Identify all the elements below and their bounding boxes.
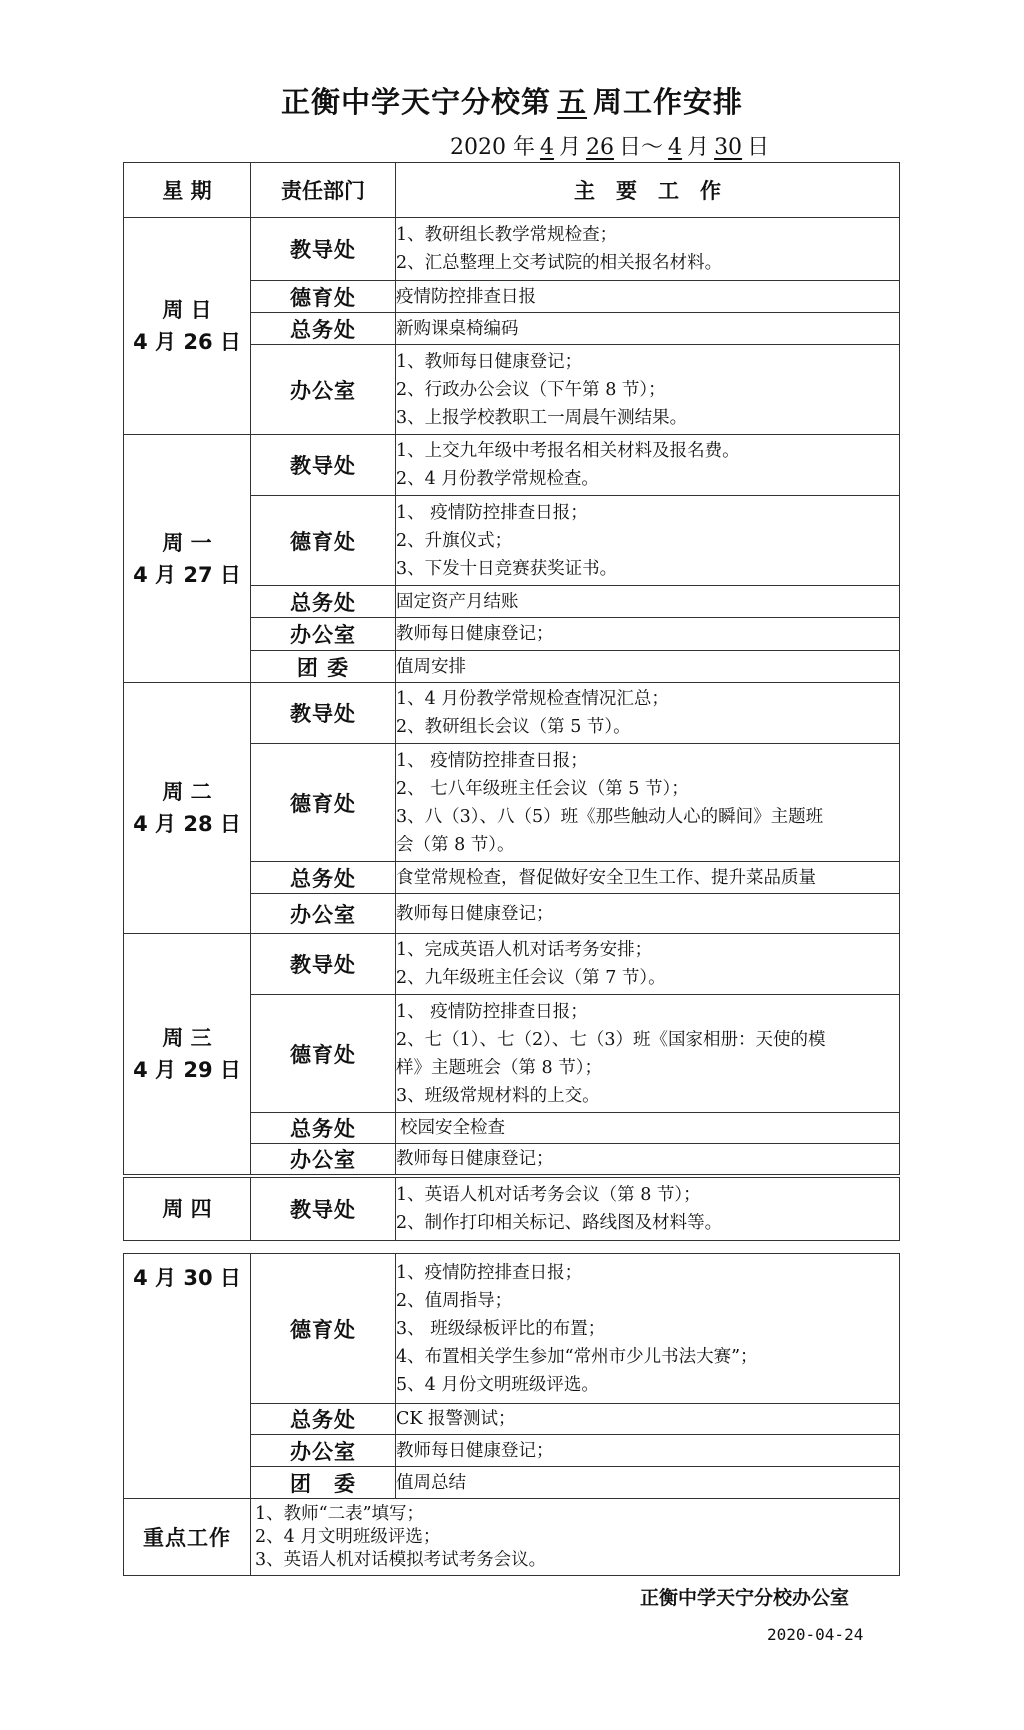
task-cell: [396, 496, 900, 586]
task-cell: [396, 281, 900, 313]
key-work-tasks: [251, 1499, 900, 1576]
task-line: 教师每日健康登记；: [396, 1440, 554, 1461]
task-line: 5、4 月份文明班级评选。: [396, 1374, 599, 1395]
footer-date: 2020-04-24: [767, 1625, 864, 1644]
task-cell: [396, 1113, 900, 1144]
task-line: 教师每日健康登记；: [396, 624, 554, 644]
task-cell: [396, 683, 900, 744]
task-line: 教师每日健康登记；: [396, 903, 554, 924]
date-range: [450, 130, 769, 161]
task-line: 固定资产月结账: [396, 591, 519, 612]
dept-cell: 办公室: [251, 1435, 396, 1467]
task-line: 1、上交九年级中考报名相关材料及报名费。: [396, 441, 740, 461]
dept-cell: 总务处: [251, 313, 396, 345]
day-date: 4 月 26 日: [133, 330, 241, 354]
dept-cell: 团 委: [251, 1467, 396, 1499]
task-line: 1、教研组长教学常规检查；: [396, 225, 618, 245]
task-line: 2、九年级班主任会议（第 7 节）。: [396, 968, 666, 988]
schedule-table-thu-part1: [123, 1177, 900, 1241]
task-cell: [396, 1254, 900, 1404]
key-work-label: 重点工作: [124, 1499, 251, 1576]
dept-cell: 办公室: [251, 618, 396, 651]
day-date: 4 月 28 日: [133, 812, 241, 836]
task-line: 2、4 月份教学常规检查。: [396, 469, 599, 489]
task-line: 值周安排: [396, 656, 466, 677]
dept-cell: 团 委: [251, 651, 396, 683]
dept-cell: 教导处: [251, 1178, 396, 1241]
task-cell: [396, 313, 900, 345]
start-day: 26: [586, 135, 615, 160]
task-cell: [396, 345, 900, 435]
task-line: 3、班级常规材料的上交。: [396, 1085, 600, 1106]
dept-cell: 德育处: [251, 744, 396, 862]
task-cell: [396, 651, 900, 683]
table-header-row: [124, 163, 900, 218]
title-suffix: 周工作安排: [593, 85, 744, 119]
dept-cell: 德育处: [251, 1254, 396, 1404]
day-cell-tue: [124, 683, 251, 934]
day-name: 周 二: [162, 780, 212, 804]
task-line: 1、教师“二表”填写；: [255, 1503, 425, 1524]
task-cell: [396, 1178, 900, 1241]
dept-cell: 教导处: [251, 934, 396, 995]
task-line: 4、布置相关学生参加“常州市少儿书法大赛”；: [396, 1346, 758, 1367]
page-title: [0, 80, 1024, 121]
task-cell: [396, 435, 900, 496]
dept-cell: 德育处: [251, 496, 396, 586]
col-header-weekday: 星 期: [124, 163, 251, 218]
task-line: 3、 班级绿板评比的布置；: [396, 1318, 606, 1339]
task-line: 校园安全检查: [400, 1118, 505, 1138]
task-line: 样》主题班会（第 8 节）；: [396, 1057, 603, 1078]
schedule-table: [123, 162, 900, 1175]
task-line: 教师每日健康登记；: [396, 1149, 554, 1169]
dept-cell: 总务处: [251, 862, 396, 894]
day-cell-mon: [124, 435, 251, 683]
dept-cell: 总务处: [251, 1113, 396, 1144]
task-line: 2、七（1）、七（2）、七（3）班《国家相册：天使的模: [396, 1029, 826, 1050]
table-row: [124, 1254, 900, 1404]
table-row: [124, 934, 900, 995]
task-line: 1、 疫情防控排查日报；: [396, 1001, 588, 1022]
dept-cell: 总务处: [251, 1404, 396, 1435]
table-row: [124, 1178, 900, 1241]
task-cell: [396, 1144, 900, 1175]
day-date: 4 月 27 日: [133, 562, 241, 587]
end-day: 30: [714, 135, 743, 160]
day-name: 周 日: [162, 298, 212, 322]
task-line: 3、下发十日竞赛获奖证书。: [396, 558, 618, 579]
task-line: 值周总结: [396, 1472, 466, 1493]
title-prefix: 正衡中学天宁分校第: [280, 85, 551, 119]
day-name: 周 三: [162, 1026, 212, 1050]
task-cell: [396, 744, 900, 862]
end-day-unit: 日: [747, 135, 770, 160]
table-row: [124, 683, 900, 744]
task-cell: [396, 862, 900, 894]
task-cell: [396, 1435, 900, 1467]
task-line: 1、 疫情防控排查日报；: [396, 750, 588, 771]
task-cell: [396, 1404, 900, 1435]
col-header-main-work: 主 要 工 作: [396, 163, 900, 218]
dept-cell: 办公室: [251, 1144, 396, 1175]
task-line: 1、4 月份教学常规检查情况汇总；: [396, 689, 669, 709]
task-cell: [396, 1467, 900, 1499]
table-row: [124, 218, 900, 281]
month-unit: 月: [559, 135, 582, 160]
dept-cell: 德育处: [251, 995, 396, 1113]
end-month-unit: 月: [687, 135, 710, 160]
year-unit: 年: [513, 135, 536, 160]
task-line: 3、英语人机对话模拟考试考务会议。: [255, 1549, 547, 1570]
task-line: 2、值周指导；: [396, 1290, 513, 1311]
task-cell: [396, 618, 900, 651]
dept-cell: 教导处: [251, 435, 396, 496]
week-number: 五: [556, 85, 587, 119]
task-line: 疫情防控排查日报: [396, 286, 536, 307]
dept-cell: 办公室: [251, 345, 396, 435]
task-line: CK 报警测试；: [396, 1409, 516, 1429]
dept-cell: 总务处: [251, 586, 396, 618]
task-line: 1、疫情防控排查日报；: [396, 1262, 583, 1283]
task-line: 会（第 8 节）。: [396, 834, 515, 855]
table-row: [124, 435, 900, 496]
task-line: 2、4 月文明班级评选；: [255, 1526, 441, 1547]
dept-cell: 德育处: [251, 281, 396, 313]
task-line: 1、英语人机对话考务会议（第 8 节）；: [396, 1185, 701, 1205]
task-line: 2、汇总整理上交考试院的相关报名材料。: [396, 253, 723, 273]
task-line: 2、行政办公会议（下午第 8 节）；: [396, 379, 666, 400]
task-cell: [396, 218, 900, 281]
task-line: 2、制作打印相关标记、路线图及材料等。: [396, 1213, 723, 1233]
year: 2020: [450, 135, 506, 160]
end-month: 4: [668, 135, 683, 160]
day-name-thu: 周 四: [124, 1178, 251, 1241]
day-date: 4 月 29 日: [133, 1058, 241, 1082]
start-month: 4: [540, 135, 555, 160]
task-line: 1、 疫情防控排查日报；: [396, 502, 588, 523]
day-date-thu: 4 月 30 日: [124, 1254, 251, 1499]
task-line: 食堂常规检查，督促做好安全卫生工作、提升菜品质量: [396, 867, 816, 888]
day-cell-sun: [124, 218, 251, 435]
day-name: 周 一: [162, 530, 212, 555]
task-line: 1、完成英语人机对话考务安排；: [396, 940, 653, 960]
task-cell: [396, 586, 900, 618]
task-line: 新购课桌椅编码: [396, 318, 519, 339]
task-cell: [396, 894, 900, 934]
task-line: 1、教师每日健康登记；: [396, 351, 583, 372]
task-line: 2、 七八年级班主任会议（第 5 节）；: [396, 778, 689, 799]
task-line: 2、升旗仪式；: [396, 530, 513, 551]
task-line: 3、上报学校教职工一周晨午测结果。: [396, 407, 688, 428]
key-work-row: [124, 1499, 900, 1576]
task-cell: [396, 934, 900, 995]
dept-cell: 教导处: [251, 218, 396, 281]
task-line: 2、教研组长会议（第 5 节）。: [396, 717, 631, 737]
task-line: 3、八（3）、八（5）班《那些触动人心的瞬间》主题班: [396, 806, 824, 827]
col-header-department: 责任部门: [251, 163, 396, 218]
footer-org: 正衡中学天宁分校办公室: [640, 1587, 850, 1609]
task-cell: [396, 995, 900, 1113]
schedule-table-thu-part2: [123, 1253, 900, 1576]
day-cell-wed: [124, 934, 251, 1175]
dept-cell: 教导处: [251, 683, 396, 744]
dept-cell: 办公室: [251, 894, 396, 934]
day-unit: 日～: [619, 135, 664, 160]
